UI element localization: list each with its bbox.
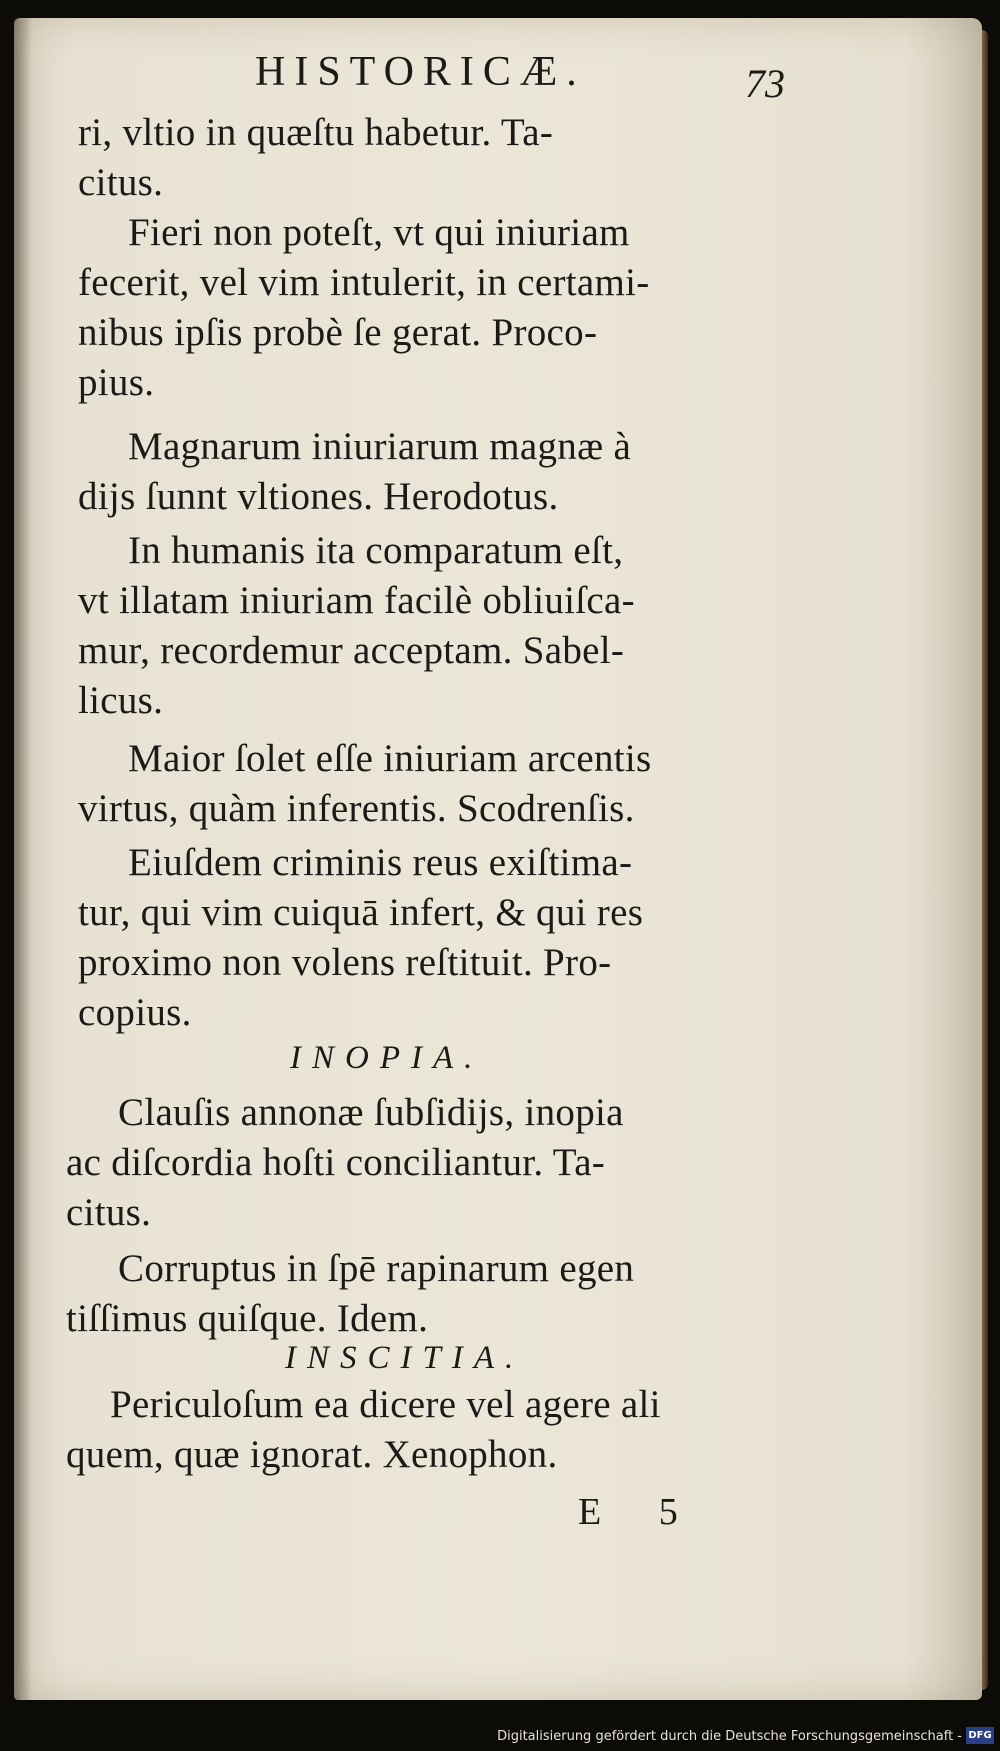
text-line: Clauſis annonæ ſubſidijs, inopia — [118, 1091, 624, 1134]
text-line: dijs ſunnt vltiones. Herodotus. — [78, 475, 559, 518]
text-line: vt illatam iniuriam facilè obliuiſca- — [78, 579, 635, 622]
text-line: virtus, quàm inferentis. Scodrenſis. — [78, 787, 635, 830]
dfg-logo: DFG — [966, 1727, 994, 1744]
text-line: ri, vltio in quæſtu habetur. Ta- — [78, 111, 554, 154]
text-line: nibus ipſis probè ſe gerat. Proco- — [78, 311, 598, 354]
text-line: copius. — [78, 991, 192, 1034]
text-line: licus. — [78, 679, 164, 722]
signature-mark: E 5 — [578, 1491, 702, 1533]
text-line: tur, qui vim cuiquā infert, & qui res — [78, 891, 644, 934]
text-line: quem, quæ ignorat. Xenophon. — [66, 1433, 558, 1476]
text-line: Fieri non poteſt, vt qui iniuriam — [128, 211, 630, 254]
footer-credit: Digitalisierung gefördert durch die Deutsche Forschungsgemeinschaft - — [497, 1729, 962, 1744]
gutter-shadow — [14, 18, 32, 1700]
section-heading-inscitia: INSCITIA. — [285, 1340, 525, 1376]
text-line: proximo non volens reſtituit. Pro- — [78, 941, 612, 984]
text-line: Eiuſdem criminis reus exiſtima- — [128, 841, 633, 884]
text-line: citus. — [78, 161, 164, 204]
text-line: ac diſcordia hoſti conciliantur. Ta- — [66, 1141, 606, 1184]
page-number: 73 — [745, 61, 785, 106]
running-title: HISTORICÆ. — [255, 49, 586, 95]
text-line: Corruptus in ſpē rapinarum egen — [118, 1247, 635, 1290]
text-line: mur, recordemur acceptam. Sabel- — [78, 629, 625, 672]
text-line: In humanis ita comparatum eſt, — [128, 529, 624, 572]
text-line: Maior ſolet eſſe iniuriam arcentis — [128, 737, 652, 780]
text-line: Periculoſum ea dicere vel agere ali — [110, 1383, 661, 1426]
text-line: citus. — [66, 1191, 152, 1234]
text-line: tiſſimus quiſque. Idem. — [66, 1297, 429, 1340]
text-line: fecerit, vel vim intulerit, in certami- — [78, 261, 650, 304]
section-heading-inopia: INOPIA. — [290, 1040, 484, 1076]
text-line: pius. — [78, 361, 155, 404]
text-line: Magnarum iniuriarum magnæ à — [128, 425, 632, 468]
